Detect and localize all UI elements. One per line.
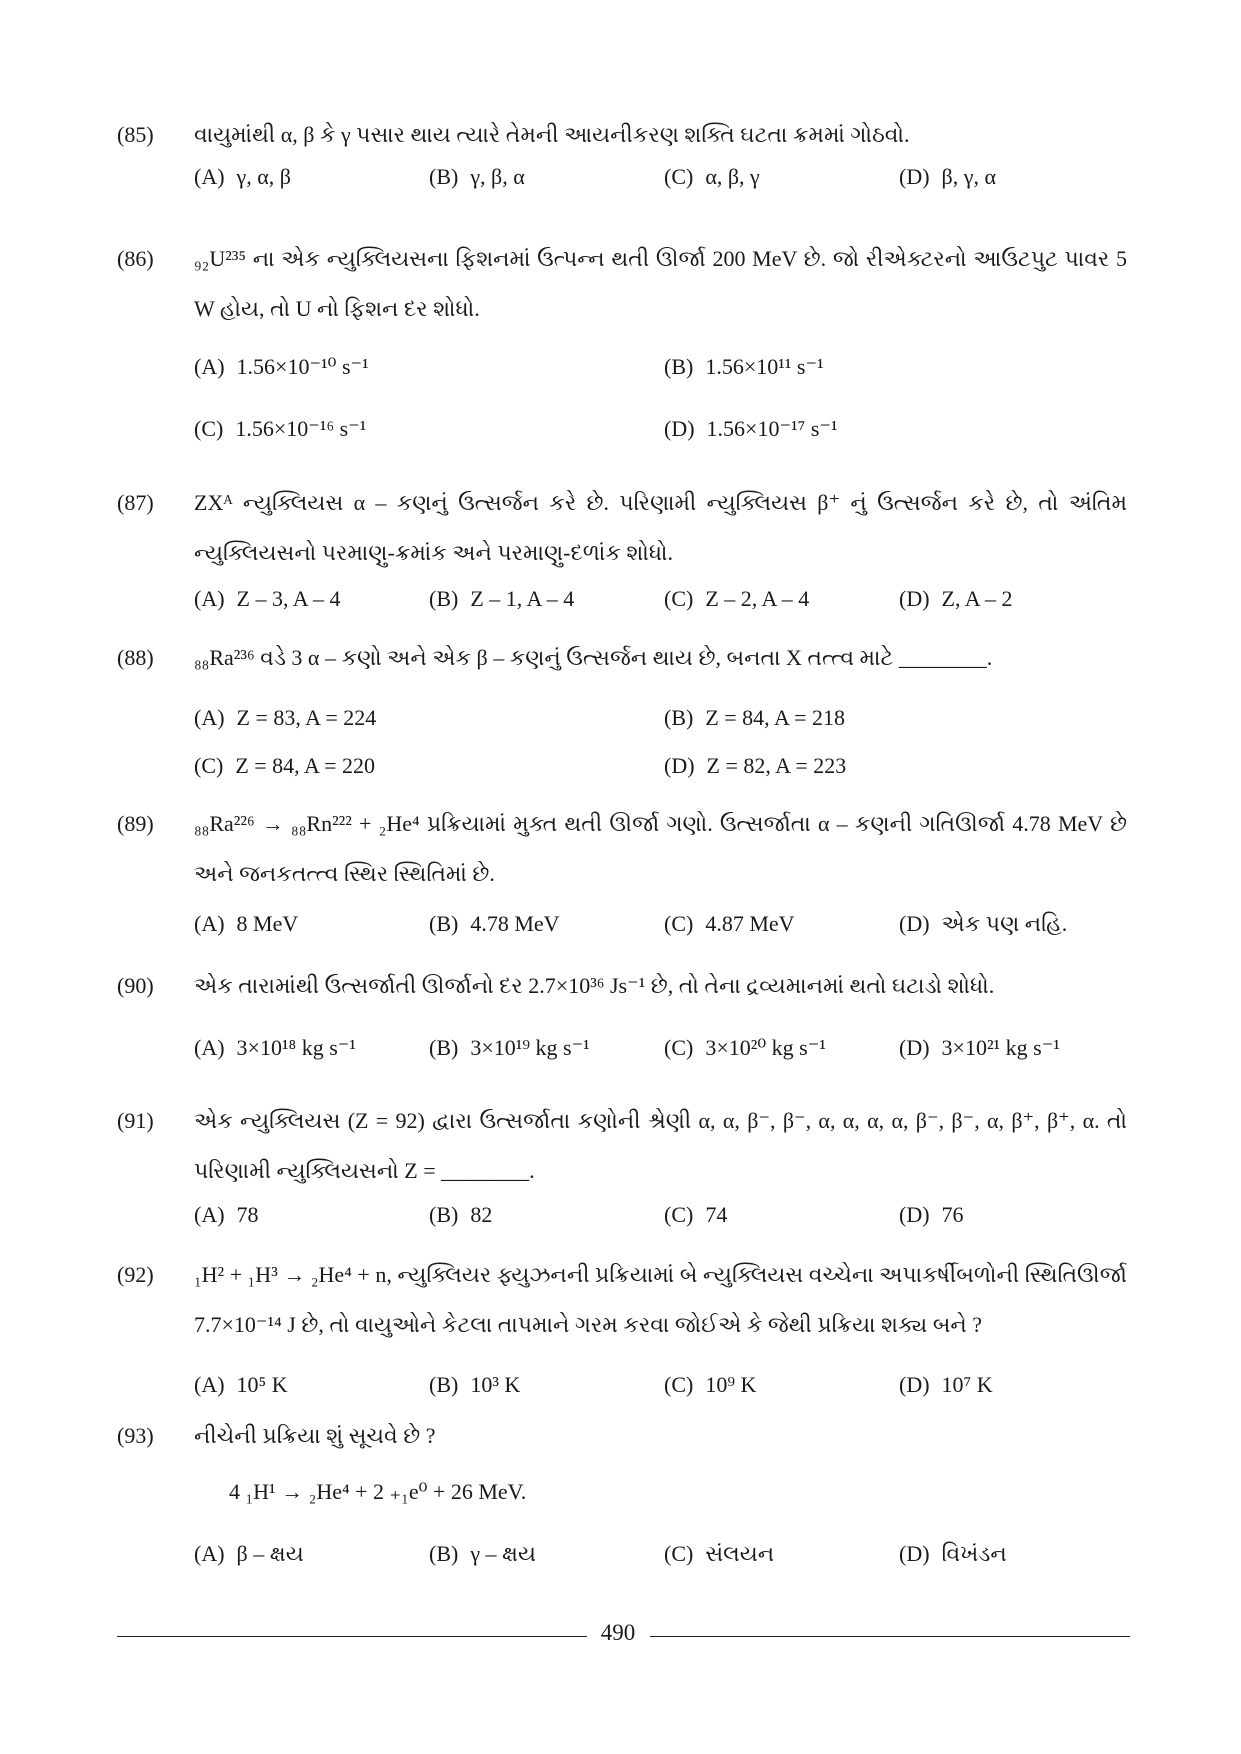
option-a[interactable]: (A) 8 MeV — [194, 911, 299, 936]
question-number: (91) — [117, 1108, 154, 1133]
option-a[interactable]: (A) 78 — [194, 1202, 259, 1227]
option-b[interactable]: (B) Z = 84, A = 218 — [664, 705, 846, 730]
option-d[interactable]: (D) β, γ, α — [899, 164, 996, 189]
option-b[interactable]: (B) 10³ K — [429, 1372, 521, 1397]
option-b[interactable]: (B) 3×10¹⁹ kg s⁻¹ — [429, 1035, 590, 1060]
question-number: (89) — [117, 811, 154, 836]
option-d[interactable]: (D) Z = 82, A = 223 — [664, 753, 847, 778]
option-c[interactable]: (C) સંલયન — [664, 1541, 775, 1566]
question-number: (85) — [117, 122, 154, 147]
option-b[interactable]: (B) 4.78 MeV — [429, 911, 560, 936]
question-text: નીચેની પ્રક્રિયા શું સૂચવે છે ? — [194, 1423, 436, 1448]
option-d[interactable]: (D) વિખંડન — [899, 1541, 1007, 1566]
question-text: એક ન્યુક્લિયસ (Z = 92) દ્વારા ઉત્સર્જાતા કણોની શ્રેણી α, α, β⁻, β⁻, α, α, α, α, β⁻, β⁻, α, β⁺, β⁺, α. તો પરિણામી ન્યુક્લિયસનો Z = ________. — [194, 1108, 1127, 1183]
question-text: વાયુમાંથી α, β કે γ પસાર થાય ત્યારે તેમની આયનીકરણ શક્તિ ઘટતા ક્રમમાં ગોઠવો. — [194, 122, 910, 147]
option-c[interactable]: (C) Z – 2, A – 4 — [664, 586, 810, 611]
option-a[interactable]: (A) 10⁵ K — [194, 1372, 288, 1397]
option-c[interactable]: (C) 3×10²⁰ kg s⁻¹ — [664, 1035, 826, 1060]
option-b[interactable]: (B) Z – 1, A – 4 — [429, 586, 575, 611]
option-d[interactable]: (D) 3×10²¹ kg s⁻¹ — [899, 1035, 1060, 1060]
option-c[interactable]: (C) 10⁹ K — [664, 1372, 757, 1397]
option-a[interactable]: (A) Z – 3, A – 4 — [194, 586, 341, 611]
option-a[interactable]: (A) 1.56×10⁻¹⁰ s⁻¹ — [194, 354, 369, 379]
footer-rule-right — [650, 1636, 1130, 1637]
option-d[interactable]: (D) 76 — [899, 1202, 964, 1227]
option-c[interactable]: (C) 1.56×10⁻¹⁶ s⁻¹ — [194, 416, 367, 441]
option-a[interactable]: (A) γ, α, β — [194, 164, 291, 189]
option-c[interactable]: (C) 4.87 MeV — [664, 911, 795, 936]
question-number: (92) — [117, 1262, 154, 1287]
option-c[interactable]: (C) α, β, γ — [664, 164, 760, 189]
question-number: (87) — [117, 490, 154, 515]
option-b[interactable]: (B) 1.56×10¹¹ s⁻¹ — [664, 354, 824, 379]
question-text: એક તારામાંથી ઉત્સર્જાતી ઊર્જાનો દર 2.7×10³⁶ Js⁻¹ છે, તો તેના દ્રવ્યમાનમાં થતો ઘટાડો શોધો. — [194, 973, 995, 998]
option-d[interactable]: (D) 1.56×10⁻¹⁷ s⁻¹ — [664, 416, 838, 441]
option-b[interactable]: (B) γ, β, α — [429, 164, 525, 189]
question-number: (88) — [117, 645, 154, 670]
option-b[interactable]: (B) 82 — [429, 1202, 493, 1227]
option-b[interactable]: (B) γ – ક્ષય — [429, 1541, 537, 1566]
question-text: ZXᴬ ન્યુક્લિયસ α – કણનું ઉત્સર્જન કરે છે. પરિણામી ન્યુક્લિયસ β⁺ નું ઉત્સર્જન કરે છે, તો અંતિમ ન્યુક્લિયસનો પરમાણુ-ક્રમાંક અને પરમાણુ-દળાંક શોધો. — [194, 490, 1127, 565]
option-d[interactable]: (D) 10⁷ K — [899, 1372, 993, 1397]
option-d[interactable]: (D) એક પણ નહિ. — [899, 911, 1068, 936]
question-number: (86) — [117, 246, 154, 271]
page-number: 490 — [600, 1620, 636, 1645]
option-c[interactable]: (C) Z = 84, A = 220 — [194, 753, 376, 778]
option-a[interactable]: (A) β – ક્ષય — [194, 1541, 304, 1566]
question-text: ₈₈Ra²²⁶ → ₈₈Rn²²² + ₂He⁴ પ્રક્રિયામાં મુક્ત થતી ઊર્જા ગણો. ઉત્સર્જાતા α – કણની ગતિઊર્જા 4.78 MeV છે અને જનકતત્ત્વ સ્થિર સ્થિતિમાં છે. — [194, 811, 1127, 886]
question-number: (90) — [117, 973, 154, 998]
option-a[interactable]: (A) Z = 83, A = 224 — [194, 705, 377, 730]
option-c[interactable]: (C) 74 — [664, 1202, 728, 1227]
question-number: (93) — [117, 1423, 154, 1448]
reaction-equation: 4 ₁H¹ → ₂He⁴ + 2 ₊₁e⁰ + 26 MeV. — [229, 1479, 527, 1504]
question-text: ₈₈Ra²³⁶ વડે 3 α – કણો અને એક β – કણનું ઉત્સર્જન થાય છે, બનતા X તત્ત્વ માટે ________. — [194, 645, 993, 670]
question-text: ₉₂U²³⁵ ના એક ન્યુક્લિયસના ફિશનમાં ઉત્પન્ન થતી ઊર્જા 200 MeV છે. જો રીએક્ટરનો આઉટપુટ પાવર 5 W હોય, તો U નો ફિશન દર શોધો. — [194, 246, 1127, 321]
footer-rule-left — [117, 1636, 587, 1637]
question-text: ₁H² + ₁H³ → ₂He⁴ + n, ન્યુક્લિયર ફ્યુઝનની પ્રક્રિયામાં બે ન્યુક્લિયસ વચ્ચેના અપાકર્ષીબળોની સ્થિતિઊર્જા 7.7×10⁻¹⁴ J છે, તો વાયુઓને કેટલા તાપમાને ગરમ કરવા જોઈએ કે જેથી પ્રક્રિયા શક્ય બને ? — [194, 1262, 1127, 1337]
option-d[interactable]: (D) Z, A – 2 — [899, 586, 1013, 611]
option-a[interactable]: (A) 3×10¹⁸ kg s⁻¹ — [194, 1035, 356, 1060]
